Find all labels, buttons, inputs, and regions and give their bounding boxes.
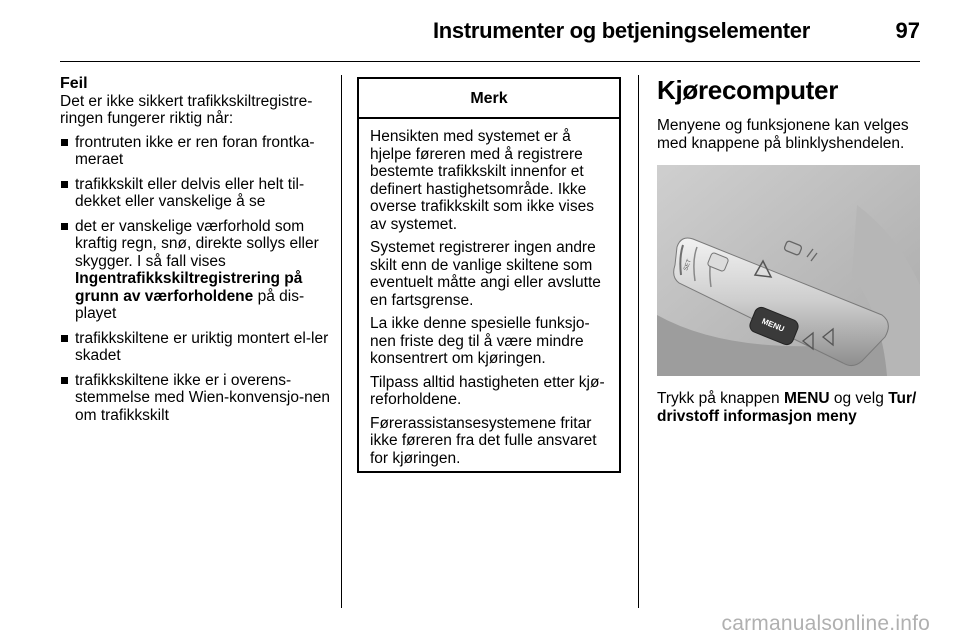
section-intro: Menyene og funksjonene kan velges med knappene på blinklyshendelen. — [657, 117, 909, 152]
bullet-square-icon — [61, 377, 68, 384]
list-item: det er vanskelige værforhold som kraftig regn, snø, direkte sollys eller skygger. I så fall vises Ingentrafikkskiltregistrering på grunn av værforholdene på dis-playet — [60, 218, 330, 323]
section-heading: Kjørecomputer — [657, 75, 839, 105]
page-header-title: Instrumenter og betjeningselementer — [432, 18, 810, 43]
note-body — [359, 119, 619, 467]
note-title: Merk — [359, 79, 619, 119]
header-divider — [60, 61, 920, 62]
left-column — [60, 75, 330, 431]
bullet-square-icon — [61, 335, 68, 342]
column-divider-left — [341, 75, 342, 608]
list-item: frontruten ikke er ren foran frontka-meraet — [60, 134, 330, 169]
set-label: SET — [683, 258, 693, 272]
fault-list — [60, 134, 330, 425]
menu-reference: Tur/ drivstoff informasjon meny — [657, 390, 917, 425]
list-item: trafikkskiltene ikke er i overens-stemmelse med Wien-konvensjo-nen om trafikkskilt — [60, 372, 330, 425]
note-paragraph: La ikke denne spesielle funksjo-nen friste deg til å være mindre konsentrert om kjøringen. — [370, 315, 590, 367]
list-item: trafikkskiltene er uriktig montert el-ler skadet — [60, 330, 330, 365]
note-box — [357, 77, 621, 473]
note-paragraph: Hensikten med systemet er å hjelpe føreren med å registrere bestemte trafikkskilt innenfor et definert hastighetsområde. Ikke overse trafikkskilt som ikke vises av systemet. — [370, 128, 594, 233]
menu-button-label: MENU — [760, 316, 786, 334]
list-item: trafikkskilt eller delvis eller helt til-dekket eller vanskelige å se — [60, 176, 330, 211]
note-paragraph: Systemet registrerer ingen andre skilt enn de vanlige skiltene som eventuelt måtte angi eller avslutte en fartsgrense. — [370, 239, 601, 309]
turn-signal-lever-figure — [657, 165, 920, 376]
right-column — [657, 75, 922, 152]
page-number: 97 — [895, 18, 920, 43]
bullet-square-icon — [61, 181, 68, 188]
figure-caption: Trykk på knappen MENU og velg Tur/ drivstoff informasjon meny — [657, 390, 917, 425]
display-message: Ingentrafikkskiltregistrering på grunn av værforholdene — [75, 270, 303, 305]
menu-button-reference: MENU — [783, 390, 830, 407]
lever-illustration — [657, 165, 920, 376]
column-divider-right — [638, 75, 639, 608]
note-paragraph: Førerassistansesystemene fritar ikke føreren fra det fulle ansvaret for kjøringen. — [370, 414, 597, 467]
bullet-square-icon — [61, 139, 68, 146]
bullet-square-icon — [61, 223, 68, 230]
note-paragraph: Tilpass alltid hastigheten etter kjø-reforholdene. — [370, 373, 605, 408]
watermark: carmanualsonline.info — [721, 612, 930, 635]
fault-intro: Det er ikke sikkert trafikkskiltregistre-ringen fungerer riktig når: — [60, 92, 313, 127]
fault-heading: Feil — [60, 75, 88, 92]
